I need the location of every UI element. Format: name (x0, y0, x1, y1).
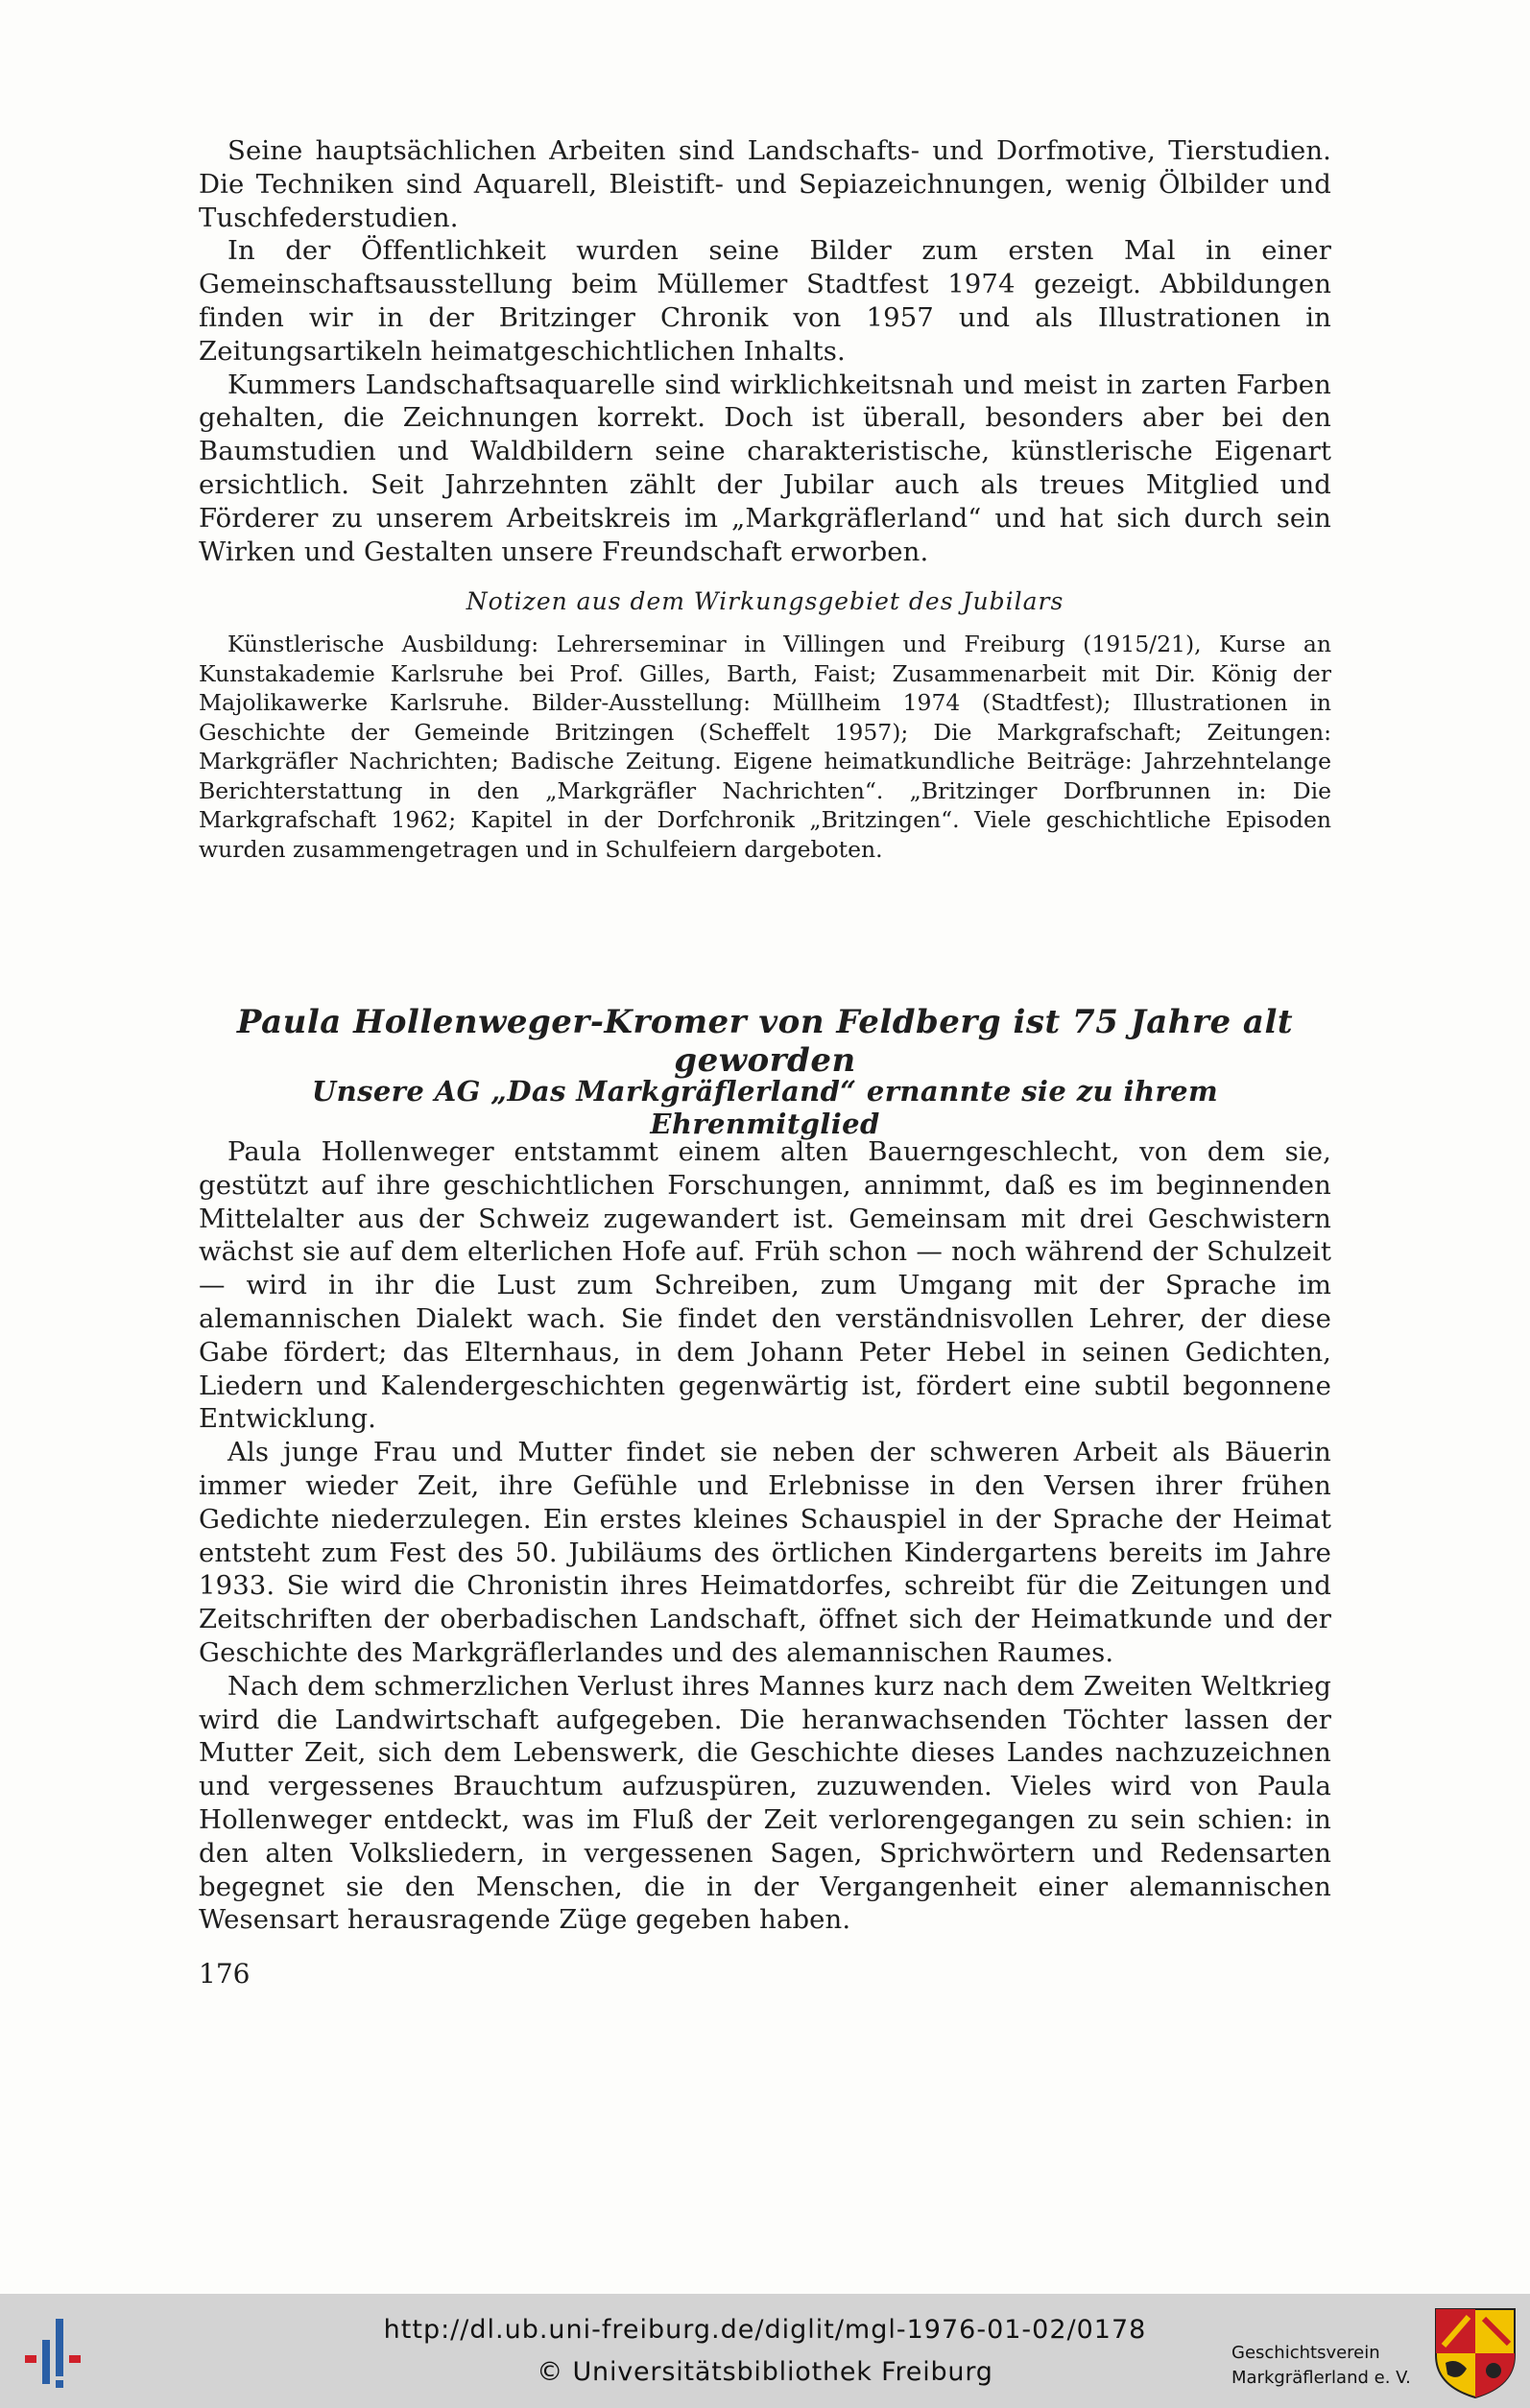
paragraph-life-work: Nach dem schmerzlichen Verlust ihres Mannes kurz nach dem Zweiten Weltkrieg wird die Landwirtschaft aufgegeben. Die heranwachsenden Töchter lassen der Mutter Zeit, sich dem Lebenswerk, die Geschichte dieses Landes nachzuzeichnen und vergessenes Brauchtum aufzuspüren, zuzuwenden. Vieles wird von Paula Hollenweger entdeckt, was im Fluß der Zeit verlorengegangen zu sein schien: in den alten Volksliedern, in vergessenen Sagen, Sprichwörtern und Redensarten begegnet sie den Menschen, die in der Vergangenheit einer alemannischen Wesensart herausragende Züge gegeben haben. (199, 1670, 1331, 1936)
notes-heading: Notizen aus dem Wirkungsgebiet des Jubilars (466, 587, 1064, 615)
notes-text: Künstlerische Ausbildung: Lehrerseminar in Villingen und Freiburg (1915/21), Kurse an Kunstakademie Karlsruhe bei Prof. Gilles, Barth, Faist; Zusammenarbeit mit Dir. König der Majolikawerke Karlsruhe. Bilder-Ausstellung: Müllheim 1974 (Stadtfest); Illustrationen in Geschichte der Gemeinde Britzingen (Scheffelt 1957); Die Markgrafschaft; Zeitungen: Markgräfler Nachrichten; Badische Zeitung. Eigene heimatkundliche Beiträge: Jahrzehntelange Berichterstattung in den „Markgräfler Nachrichten“. „Britzinger Dorfbrunnen in: Die Markgrafschaft 1962; Kapitel in der Dorfchronik „Britzingen“. Viele geschichtliche Episoden wurden zusammengetragen und in Schulfeiern dargeboten. (199, 631, 1331, 863)
coat-of-arms-icon (1434, 2307, 1517, 2399)
page-number: 176 (199, 1958, 251, 1990)
footer-url-link[interactable]: http://dl.ub.uni-freiburg.de/diglit/mgl-1976-01-02/0178 (383, 2315, 1147, 2345)
footer-bar (0, 2294, 1530, 2408)
paragraph-origins: Paula Hollenweger entstammt einem alten Bauerngeschlecht, von dem sie, gestützt auf ihre geschichtlichen Forschungen, annimmt, daß es im beginnenden Mittelalter aus der Schweiz zugewandert ist. Gemeinsam mit drei Geschwistern wächst sie auf dem elterlichen Hofe auf. Früh schon — noch während der Schulzeit — wird in ihr die Lust zum Schreiben, zum Umgang mit der Sprache im alemannischen Dialekt wach. Sie findet den verständnisvollen Lehrer, der diese Gabe fördert; das Elternhaus, in dem Johann Peter Hebel in seinen Gedichten, Liedern und Kalendergeschichten gegenwärtig ist, fördert eine subtil begonnene Entwicklung. (199, 1136, 1331, 1435)
society-name (1231, 2341, 1411, 2391)
paragraph-techniques: Seine hauptsächlichen Arbeiten sind Landschafts- und Dorfmotive, Tierstudien. Die Techniken sind Aquarell, Bleistift- und Sepiazeichnungen, wenig Ölbilder und Tuschfederstudien. (199, 135, 1331, 233)
paragraph-young-mother: Als junge Frau und Mutter findet sie neben der schweren Arbeit als Bäuerin immer wieder Zeit, ihre Gefühle und Erlebnisse in den Versen ihrer frühen Gedichte niederzulegen. Ein erstes kleines Schauspiel in der Sprache der Heimat entsteht zum Fest des 50. Jubiläums des örtlichen Kindergartens bereits im Jahre 1933. Sie wird die Chronistin ihres Heimatdorfes, schreibt für die Zeitungen und Zeitschriften der oberbadischen Landschaft, öffnet sich der Heimatkunde und der Geschichte des Markgräflerlandes und des alemannischen Raumes. (199, 1437, 1331, 1668)
society-line-1: Geschichtsverein (1231, 2343, 1380, 2363)
article-title: Paula Hollenweger-Kromer von Feldberg ist 75 Jahre alt geworden (236, 1003, 1294, 1080)
footer-copyright: © Universitätsbibliothek Freiburg (537, 2357, 993, 2387)
article-subtitle: Unsere AG „Das Markgräflerland“ ernannte sie zu ihrem Ehrenmitglied (311, 1075, 1219, 1140)
article-body (199, 1135, 1331, 1937)
society-line-2: Markgräflerland e. V. (1231, 2368, 1411, 2388)
paragraph-exhibition: In der Öffentlichkeit wurden seine Bilder zum ersten Mal in einer Gemeinschaftsausstellung beim Müllemer Stadtfest 1974 gezeigt. Abbildungen finden wir in der Britzinger Chronik von 1957 und als Illustrationen in Zeitungsartikeln heimatgeschichtlichen Inhalts. (199, 235, 1331, 367)
upper-text-block (199, 134, 1331, 568)
paragraph-landscapes: Kummers Landschaftsaquarelle sind wirklichkeitsnah und meist in zarten Farben gehalten, die Zeichnungen korrekt. Doch ist überall, besonders aber bei den Baumstudien und Waldbildern seine charakteristische, künstlerische Eigenart ersichtlich. Seit Jahrzehnten zählt der Jubilar auch als treues Mitglied und Förderer zu unserem Arbeitskreis im „Markgräflerland“ und hat sich durch sein Wirken und Gestalten unsere Freundschaft erworben. (199, 369, 1331, 567)
